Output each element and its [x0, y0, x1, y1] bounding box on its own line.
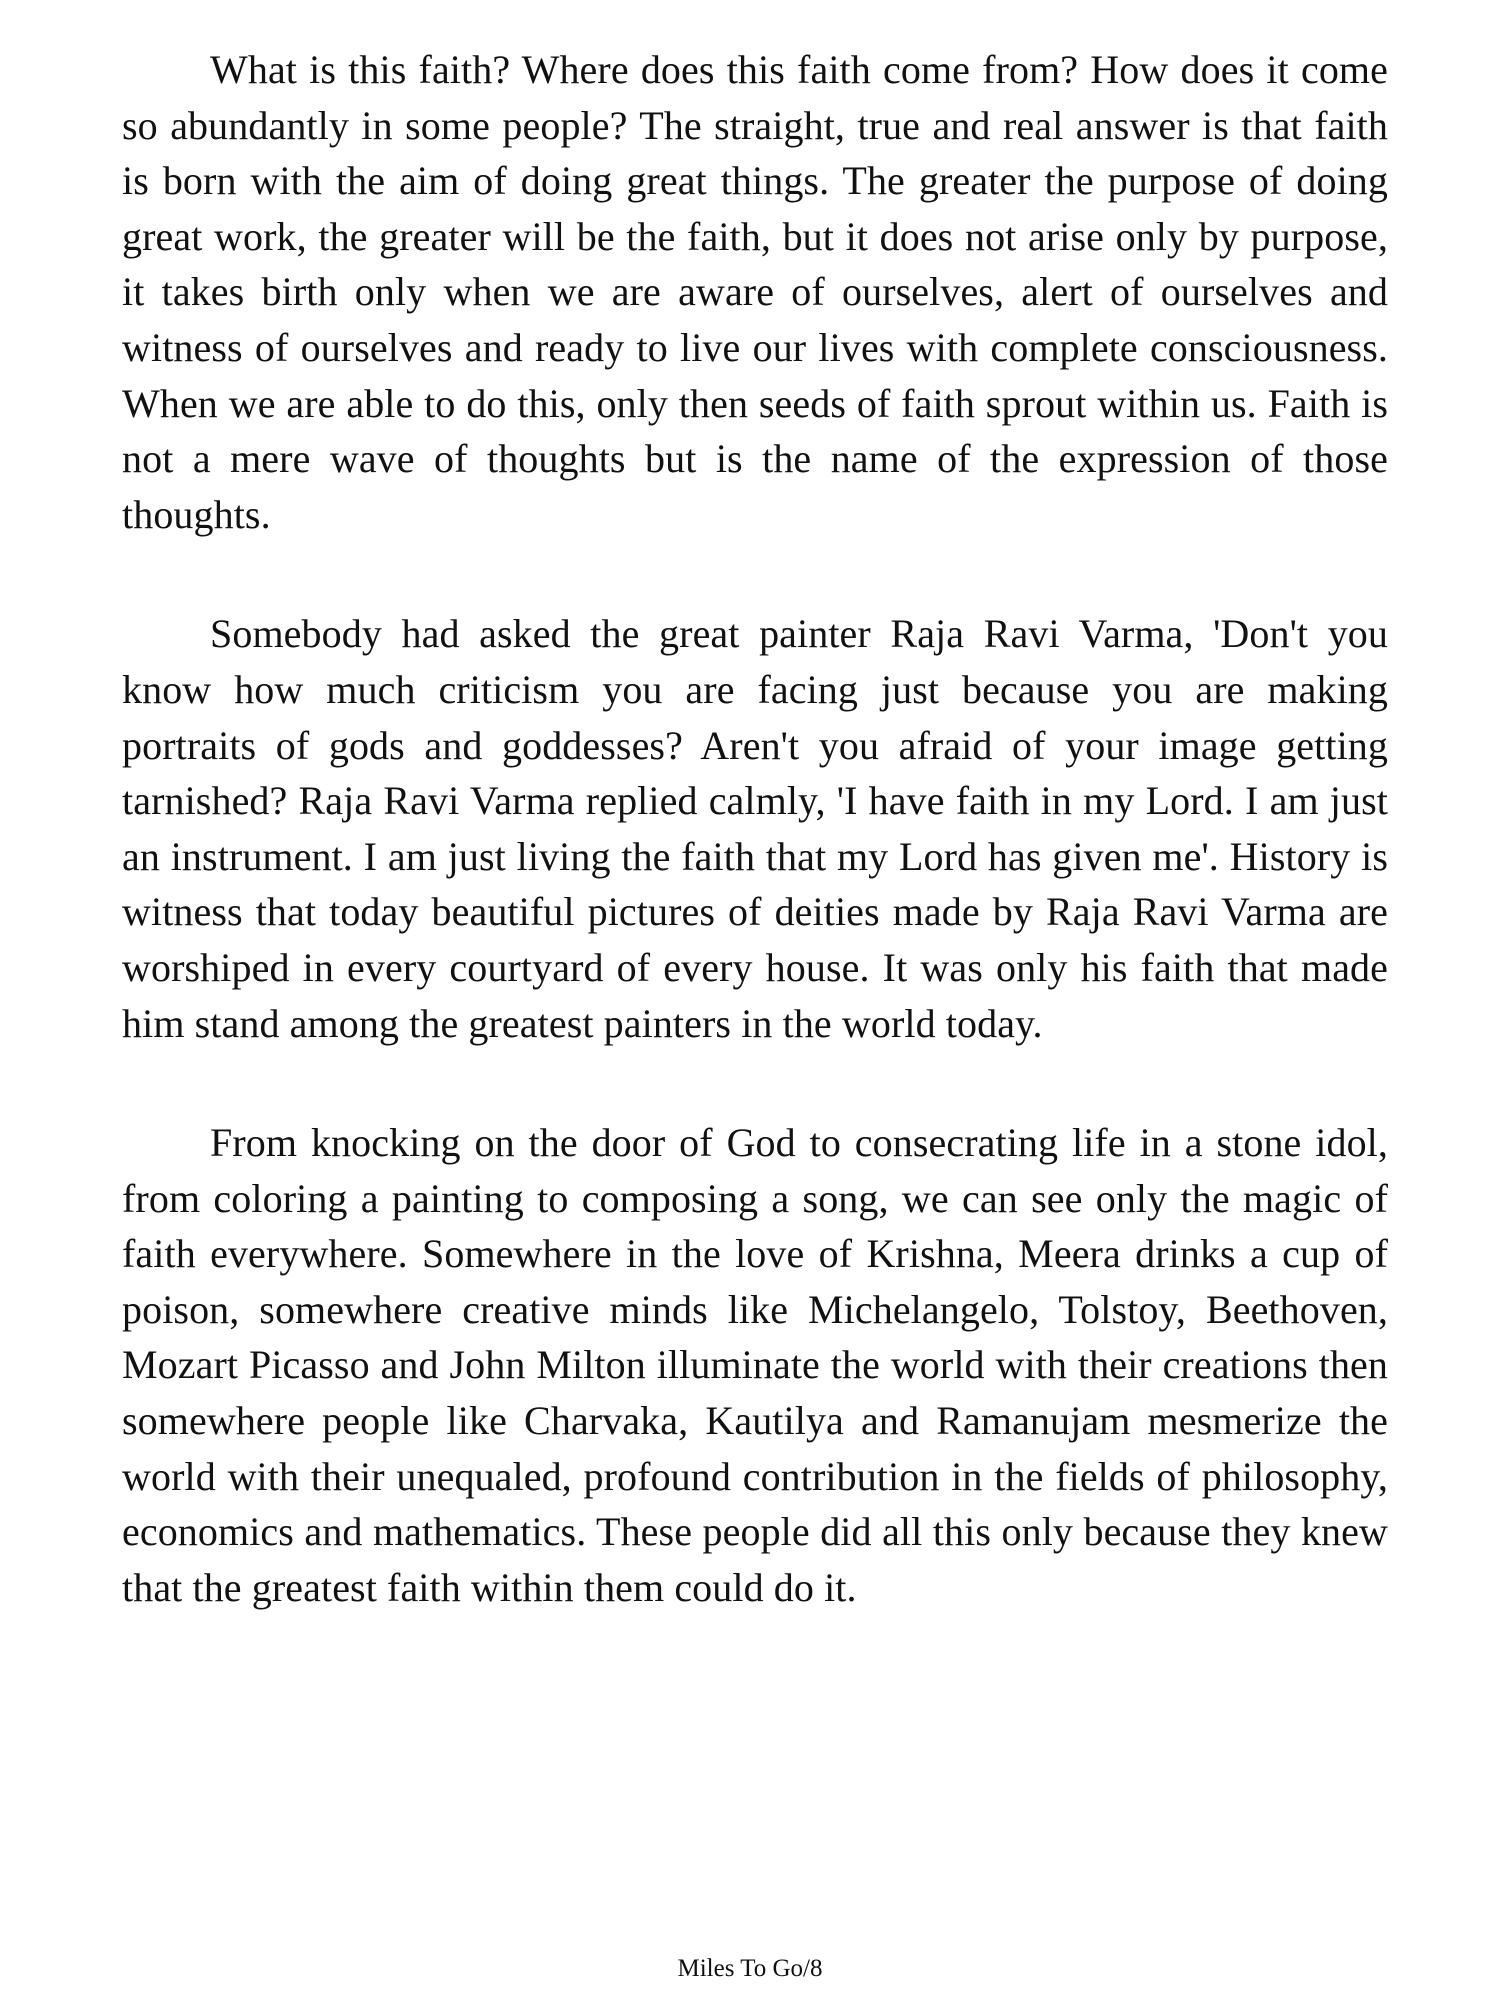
body-text [122, 42, 1388, 1615]
paragraph-ravi-varma: Somebody had asked the great painter Raja Ravi Varma, 'Don't you know how much criticism you are facing just because you are making portraits of gods and goddesses? Aren't you afraid of your image getting tarnished? Raja Ravi Varma replied calmly, 'I have faith in my Lord. I am just an instrument. I am just living the faith that my Lord has given me'. History is witness that today beautiful pictures of deities made by Raja Ravi Varma are worshiped in every courtyard of every house. It was only his faith that made him stand among the greatest painters in the world today. [122, 611, 1388, 1046]
page-footer-label: Miles To Go/8 [677, 1955, 823, 1982]
paragraph-magic-of-faith: From knocking on the door of God to consecrating life in a stone idol, from coloring a painting to composing a song, we can see only the magic of faith everywhere. Somewhere in the love of Krishna, Meera drinks a cup of poison, somewhere creative minds like Michelangelo, Tolstoy, Beethoven, Mozart Picasso and John Milton illuminate the world with their creations then somewhere people like Charvaka, Kautilya and Ramanujam mesmerize the world with their unequaled, profound contribution in the fields of philosophy, economics and mathematics. These people did all this only because they knew that the greatest faith within them could do it. [122, 1120, 1388, 1610]
paragraph-faith-origin: What is this faith? Where does this faith come from? How does it come so abundantly in some people? The straight, true and real answer is that faith is born with the aim of doing great things. The greater the purpose of doing great work, the greater will be the faith, but it does not arise only by purpose, it takes birth only when we are aware of ourselves, alert of ourselves and witness of ourselves and ready to live our lives with complete consciousness. When we are able to do this, only then seeds of faith sprout within us. Faith is not a mere wave of thoughts but is the name of the expression of those thoughts. [122, 47, 1388, 537]
